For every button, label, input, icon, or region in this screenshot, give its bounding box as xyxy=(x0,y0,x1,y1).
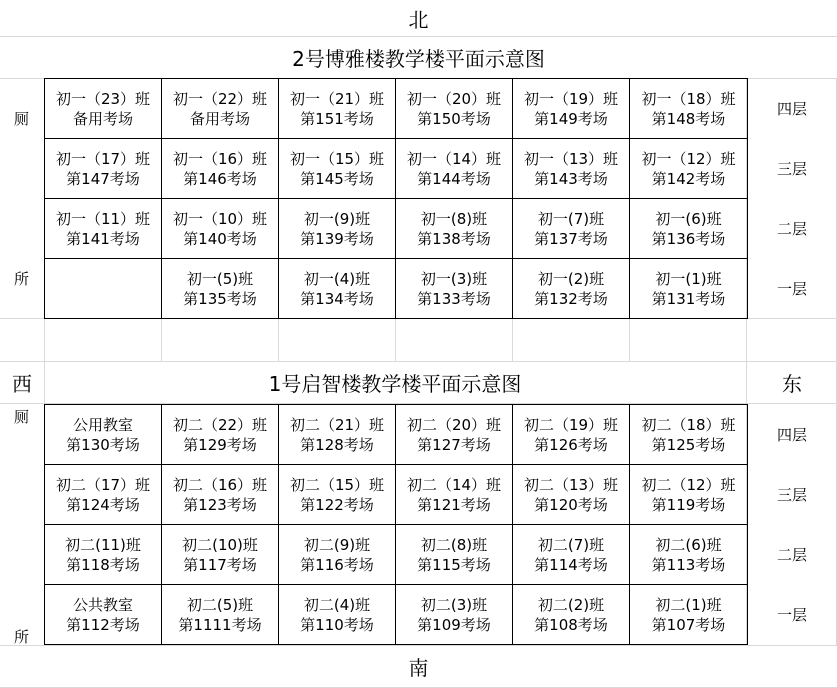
table-row xyxy=(45,139,748,199)
room-cell: 初二(1)班 第107考场 xyxy=(630,585,748,645)
room-cell: 初一(8)班 第138考场 xyxy=(396,199,513,259)
table-row xyxy=(45,259,748,319)
room-cell: 初一（14）班 第144考场 xyxy=(396,139,513,199)
east-label: 东 xyxy=(782,372,802,396)
room-cell: 初二(9)班 第116考场 xyxy=(279,525,396,585)
room-cell: 初二(3)班 第109考场 xyxy=(396,585,513,645)
room-cell: 初二(7)班 第114考场 xyxy=(513,525,630,585)
floor-label: 一层 xyxy=(776,279,807,298)
room-cell: 初二（18）班 第125考场 xyxy=(630,405,748,465)
table-row xyxy=(45,199,748,259)
room-cell: 初二(5)班 第1111考场 xyxy=(162,585,279,645)
floor-label: 一层 xyxy=(776,605,807,624)
table-row xyxy=(45,405,748,465)
room-cell: 初二（22）班 第129考场 xyxy=(162,405,279,465)
room-cell: 初二（15）班 第122考场 xyxy=(279,465,396,525)
south-label: 南 xyxy=(408,656,429,680)
floor-label: 二层 xyxy=(776,545,807,564)
room-cell: 初二（16）班 第123考场 xyxy=(162,465,279,525)
west-label: 西 xyxy=(12,372,32,396)
table-row xyxy=(45,465,748,525)
room-cell: 初二（21）班 第128考场 xyxy=(279,405,396,465)
building2-title: 2号博雅楼教学楼平面示意图 xyxy=(292,47,545,71)
building1-title: 1号启智楼教学楼平面示意图 xyxy=(268,372,522,396)
room-cell: 初二(11)班 第118考场 xyxy=(45,525,162,585)
building1-restroom-bottom: 所 xyxy=(14,628,30,646)
room-cell: 初二(8)班 第115考场 xyxy=(396,525,513,585)
building1-restroom-top: 厕 xyxy=(14,408,30,426)
room-cell: 初一(5)班 第135考场 xyxy=(162,259,279,319)
room-cell: 初二（17）班 第124考场 xyxy=(45,465,162,525)
room-cell: 初一（13）班 第143考场 xyxy=(513,139,630,199)
floor-label: 三层 xyxy=(776,485,807,504)
room-cell: 初二（14）班 第121考场 xyxy=(396,465,513,525)
table-row xyxy=(45,79,748,139)
room-cell: 公共教室 第112考场 xyxy=(45,585,162,645)
room-cell: 初二(2)班 第108考场 xyxy=(513,585,630,645)
room-cell: 初一（22）班 备用考场 xyxy=(162,79,279,139)
floor-label: 三层 xyxy=(776,159,807,178)
room-cell: 初二（20）班 第127考场 xyxy=(396,405,513,465)
room-cell: 初一(1)班 第131考场 xyxy=(630,259,748,319)
table-row xyxy=(45,585,748,645)
building2-floorplan xyxy=(44,78,748,319)
room-cell: 初一(9)班 第139考场 xyxy=(279,199,396,259)
table-row xyxy=(45,525,748,585)
room-cell: 初一(3)班 第133考场 xyxy=(396,259,513,319)
room-cell: 初一（21）班 第151考场 xyxy=(279,79,396,139)
room-cell: 公用教室 第130考场 xyxy=(45,405,162,465)
room-cell: 初二（13）班 第120考场 xyxy=(513,465,630,525)
building1-floorplan xyxy=(44,404,748,645)
floor-label: 四层 xyxy=(776,425,807,444)
room-cell: 初二(6)班 第113考场 xyxy=(630,525,748,585)
building2-restroom-bottom: 所 xyxy=(14,270,30,288)
room-cell: 初一（15）班 第145考场 xyxy=(279,139,396,199)
room-cell: 初一（11）班 第141考场 xyxy=(45,199,162,259)
room-cell: 初一（12）班 第142考场 xyxy=(630,139,748,199)
room-cell: 初一（10）班 第140考场 xyxy=(162,199,279,259)
room-cell: 初一(6)班 第136考场 xyxy=(630,199,748,259)
room-cell: 初一(7)班 第137考场 xyxy=(513,199,630,259)
room-cell: 初一（17）班 第147考场 xyxy=(45,139,162,199)
floor-label: 四层 xyxy=(776,99,807,118)
north-label: 北 xyxy=(408,7,429,32)
room-cell: 初一（19）班 第149考场 xyxy=(513,79,630,139)
room-cell: 初一(4)班 第134考场 xyxy=(279,259,396,319)
floor-label: 二层 xyxy=(776,219,807,238)
room-cell: 初二(4)班 第110考场 xyxy=(279,585,396,645)
room-cell: 初二（19）班 第126考场 xyxy=(513,405,630,465)
building2-restroom-top: 厕 xyxy=(14,110,30,128)
room-cell: 初一（23）班 备用考场 xyxy=(45,79,162,139)
room-cell: 初一(2)班 第132考场 xyxy=(513,259,630,319)
room-cell: 初二（12）班 第119考场 xyxy=(630,465,748,525)
room-cell: 初二(10)班 第117考场 xyxy=(162,525,279,585)
room-cell: 初一（20）班 第150考场 xyxy=(396,79,513,139)
room-cell: 初一（18）班 第148考场 xyxy=(630,79,748,139)
room-cell: 初一（16）班 第146考场 xyxy=(162,139,279,199)
empty-cell xyxy=(45,259,162,319)
